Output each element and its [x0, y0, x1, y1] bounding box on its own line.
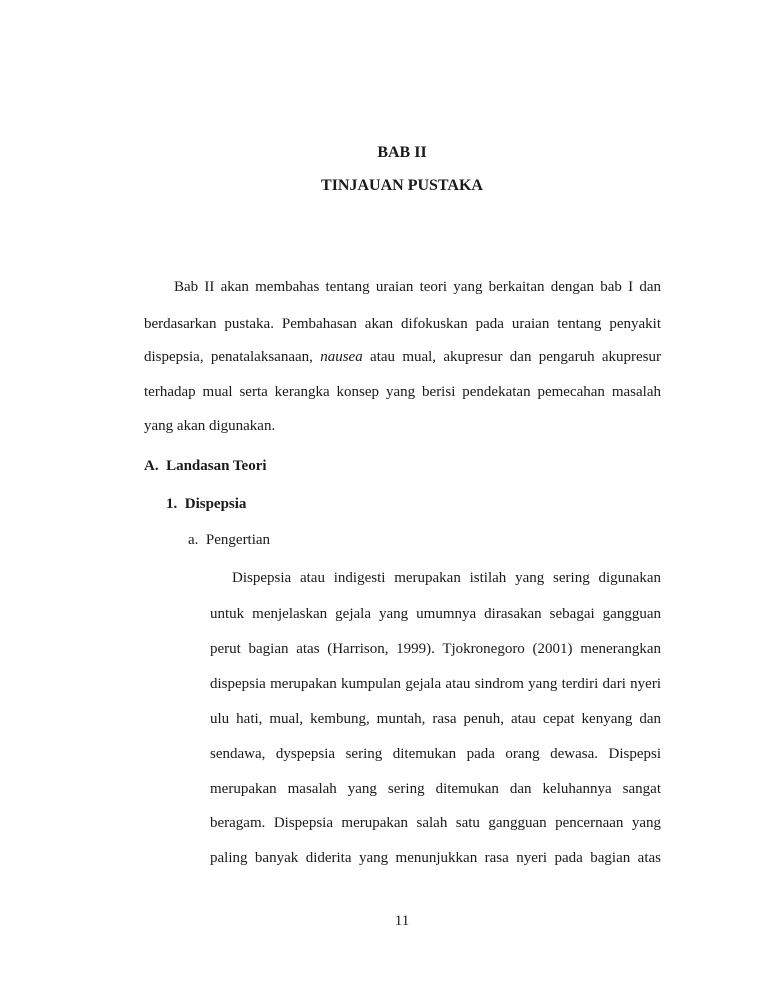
intro-line-4: terhadap mual serta kerangka konsep yang berisi pendekatan pemecahan masalah	[144, 384, 661, 400]
pengertian-line-2: untuk menjelaskan gejala yang umumnya dirasakan sebagai gangguan	[210, 606, 661, 622]
pengertian-line-3: perut bagian atas (Harrison, 1999). Tjokronegoro (2001) menerangkan	[210, 641, 661, 657]
intro-line-3-italic: nausea	[320, 349, 363, 365]
pengertian-line-7: merupakan masalah yang sering ditemukan dan keluhannya sangat	[210, 781, 661, 797]
subsection-heading-dispepsia: 1. Dispepsia	[166, 496, 247, 512]
intro-line-3	[144, 347, 661, 367]
chapter-title: BAB II	[377, 144, 427, 161]
intro-line-2: berdasarkan pustaka. Pembahasan akan difokuskan pada uraian tentang penyakit	[144, 316, 661, 332]
pengertian-line-9: paling banyak diderita yang menunjukkan rasa nyeri pada bagian atas	[210, 850, 661, 866]
subsubsection-heading-pengertian: a. Pengertian	[188, 532, 271, 548]
pengertian-line-5: ulu hati, mual, kembung, muntah, rasa penuh, atau cepat kenyang dan	[210, 711, 661, 727]
pengertian-line-8: beragam. Dispepsia merupakan salah satu gangguan pencernaan yang	[210, 815, 661, 831]
intro-line-3-part-2: atau mual, akupresur dan pengaruh akupresur	[370, 349, 662, 365]
pengertian-line-6: sendawa, dyspepsia sering ditemukan pada orang dewasa. Dispepsi	[210, 746, 661, 762]
intro-line-1: Bab II akan membahas tentang uraian teori yang berkaitan dengan bab I dan	[174, 279, 661, 295]
page-number: 11	[394, 913, 410, 929]
pengertian-line-4: dispepsia merupakan kumpulan gejala atau sindrom yang terdiri dari nyeri	[210, 676, 661, 692]
pengertian-line-1: Dispepsia atau indigesti merupakan istilah yang sering digunakan	[232, 570, 661, 586]
intro-line-5: yang akan digunakan.	[144, 418, 276, 434]
chapter-subtitle: TINJAUAN PUSTAKA	[321, 177, 483, 194]
intro-line-3-part-1: dispepsia, penatalaksanaan,	[144, 349, 313, 365]
section-heading-landasan-teori: A. Landasan Teori	[144, 458, 267, 474]
